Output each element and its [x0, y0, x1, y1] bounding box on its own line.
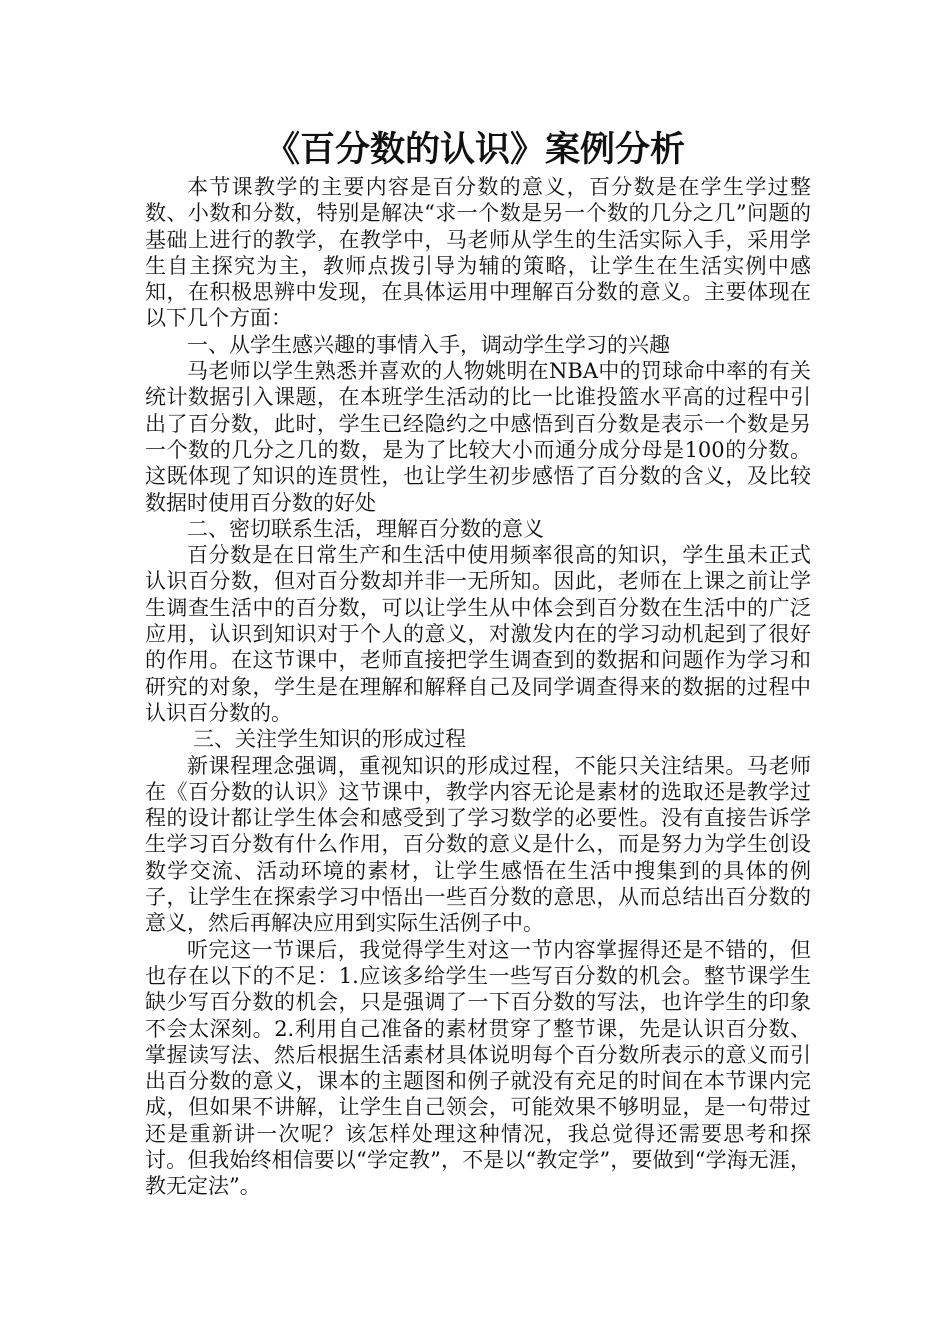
section-body-2: 百分数是在日常生产和生活中使用频率很高的知识，学生虽未正式认识百分数，但对百分数却并非一无所知。因此，老师在上课之前让学生调查生活中的百分数，可以让学生从中体会到百分数在生活中的广泛应用，认识到知识对于个人的意义，对激发内在的学习动机起到了很好的作用。在这节课中，老师直接把学生调查到的数据和问题作为学习和研究的对象，学生是在理解和解释自己及同学调查得来的数据的过程中认识百分数的。	[145, 543, 811, 725]
section-heading-3: 三、关注学生知识的形成过程	[193, 727, 466, 752]
section-body-3: 新课程理念强调，重视知识的形成过程，不能只关注结果。马老师在《百分数的认识》这节课中，教学内容无论是素材的选取还是教学过程的设计都让学生体会和感受到了学习数学的必要性。没有直接告诉学生学习百分数有什么作用，百分数的意义是什么，而是努力为学生创设数学交流、活动环境的素材，让学生感悟在生活中搜集到的具体的例子，让学生在探索学习中悟出一些百分数的意思，从而总结出百分数的意义，然后再解决应用到实际生活例子中。	[145, 753, 811, 936]
intro-paragraph: 本节课教学的主要内容是百分数的意义，百分数是在学生学过整数、小数和分数，特别是解决“求一个数是另一个数的几分之几”问题的基础上进行的教学，在教学中，马老师从学生的生活实际入手，采用学生自主探究为主，教师点拨引导为辅的策略，让学生在生活实例中感知，在积极思辨中发现，在具体运用中理解百分数的意义。主要体现在以下几个方面：	[145, 175, 811, 331]
document-page	[145, 126, 811, 1200]
section-body-1: 马老师以学生熟悉并喜欢的人物姚明在NBA中的罚球命中率的有关统计数据引入课题，在本班学生活动的比一比谁投篮水平高的过程中引出了百分数，此时，学生已经隐约之中感悟到百分数是表示一个数是另一个数的几分之几的数，是为了比较大小而通分成分母是100的分数。这既体现了知识的连贯性，也让学生初步感悟了百分数的含义，及比较数据时使用百分数的好处	[145, 359, 811, 515]
document-title: 《百分数的认识》案例分析	[264, 130, 685, 170]
section-heading-2: 二、密切联系生活，理解百分数的意义	[187, 516, 544, 541]
section-heading-1: 一、从学生感兴趣的事情入手，调动学生学习的兴趣	[187, 332, 670, 357]
conclusion-paragraph: 听完这一节课后，我觉得学生对这一节内容掌握得还是不错的，但也存在以下的不足：1.应该多给学生一些写百分数的机会。整节课学生缺少写百分数的机会，只是强调了一下百分数的写法，也许学生的印象不会太深刻。2.利用自己准备的素材贯穿了整节课，先是认识百分数、掌握读写法、然后根据生活素材具体说明每个百分数所表示的意义而引出百分数的意义，课本的主题图和例子就没有充足的时间在本节课内完成，但如果不讲解，让学生自己领会，可能效果不够明显，是一句带过还是重新讲一次呢？该怎样处理这种情况，我总觉得还需要思考和探讨。但我始终相信要以“学定教”，不是以“教定学”，要做到“学海无涯，教无定法”。	[145, 937, 811, 1199]
